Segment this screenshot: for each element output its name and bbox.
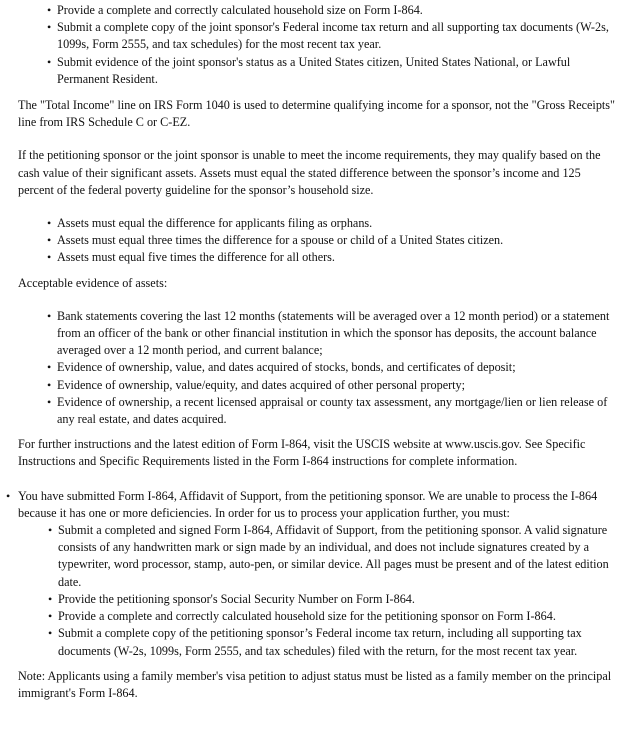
asset-requirements-list: [0, 215, 637, 267]
list-item: • Assets must equal five times the difference for all others.: [57, 249, 615, 266]
note-paragraph: Note: Applicants using a family member's visa petition to adjust status must be listed as a family member on the principal immigrant's Form I-864.: [18, 668, 612, 700]
list-item: • Submit a complete copy of the joint sponsor's Federal income tax return and all supporting tax documents (W-2s, 1099s, Form 2555, and tax schedules) for the most recent tax year.: [57, 19, 617, 53]
list-item: • Evidence of ownership, value, and dates acquired of stocks, bonds, and certificates of deposit;: [57, 359, 615, 376]
list-item: • Evidence of ownership, value/equity, and dates acquired of other personal property;: [57, 377, 615, 394]
list-item: • Assets must equal three times the difference for a spouse or child of a United States citizen.: [57, 232, 615, 249]
deficiency-list: [0, 488, 637, 660]
acceptable-evidence-label: Acceptable evidence of assets:: [18, 275, 168, 290]
list-item: • Provide a complete and correctly calculated household size on Form I-864.: [57, 2, 617, 19]
list-item: • Bank statements covering the last 12 months (statements will be averaged over a 12 month period) or a statement from an officer of the bank or other financial institution in which the sponsor has deposits, the account balance averaged over a 12 month period, and current balance;: [57, 308, 615, 360]
list-item: • Submit a complete copy of the petitioning sponsor’s Federal income tax return, including all supporting tax documents (W-2s, 1099s, Form 2555, and tax schedules) filed with the return, for the most recent tax year.: [58, 625, 619, 659]
further-instructions-paragraph: For further instructions and the latest edition of Form I-864, visit the USCIS website at www.uscis.gov. See Specific Instructions and Specific Requirements listed in the Form I-864 instructions for complete information.: [18, 437, 586, 469]
list-item: • Submit a completed and signed Form I-864, Affidavit of Support, from the petitioning sponsor. A valid signature consists of any handwritten mark or sign made by an individual, and does not include signatures created by a typewriter, word processor, stamp, auto-pen, or similar device. All pages must be present and of the latest edition date.: [58, 522, 619, 591]
deficiency-sub-list: [18, 522, 619, 660]
assets-paragraph: If the petitioning sponsor or the joint sponsor is unable to meet the income requirements, they may qualify based on the cash value of their significant assets. Assets must equal the stated difference between the sponsor’s income and 125 percent of the federal poverty guideline for the sponsor’s household size.: [18, 148, 601, 197]
evidence-of-assets-list: [0, 308, 637, 428]
list-item: [18, 488, 619, 660]
list-item: • Provide a complete and correctly calculated household size for the petitioning sponsor on Form I-864.: [58, 608, 619, 625]
joint-sponsor-requirements-list: [0, 2, 637, 88]
list-item: • Provide the petitioning sponsor's Social Security Number on Form I-864.: [58, 591, 619, 608]
list-item: • Evidence of ownership, a recent licensed appraisal or county tax assessment, any mortgage/lien or lien release of any real estate, and dates acquired.: [57, 394, 615, 428]
list-item: • Submit evidence of the joint sponsor's status as a United States citizen, United States National, or Lawful Permanent Resident.: [57, 54, 617, 88]
submitted-bullet-text: You have submitted Form I-864, Affidavit of Support, from the petitioning sponsor. We are unable to process the I-864 because it has one or more deficiencies. In order for us to process your application further, you must:: [18, 488, 598, 520]
total-income-paragraph: The "Total Income" line on IRS Form 1040 is used to determine qualifying income for a sponsor, not the "Gross Receipts" line from IRS Schedule C or C-EZ.: [18, 98, 616, 130]
list-item: • Assets must equal the difference for applicants filing as orphans.: [57, 215, 615, 232]
